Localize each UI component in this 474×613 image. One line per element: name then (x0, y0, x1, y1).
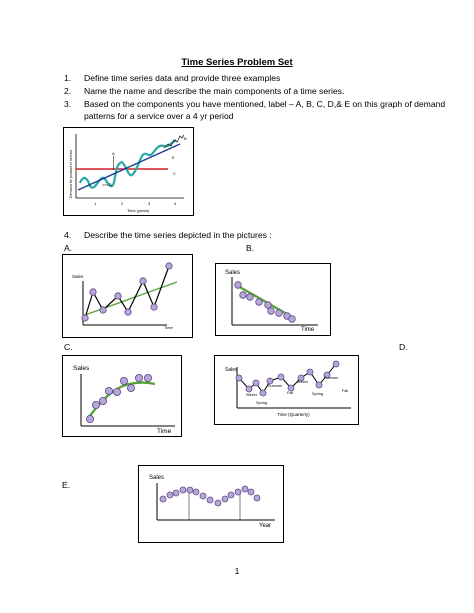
data-point (248, 489, 254, 495)
data-point (307, 369, 313, 375)
season-label: Spring (312, 392, 323, 396)
data-point (180, 487, 186, 493)
data-point (127, 384, 134, 391)
panel-d-xlabel: Time (Quarterly) (277, 412, 310, 417)
question-text: Based on the components you have mentioned, label – A, B, C, D,& E on this graph of demand (84, 99, 446, 109)
data-point (276, 310, 283, 317)
page-number: 1 (234, 566, 240, 576)
data-point (207, 497, 213, 503)
data-point (193, 489, 199, 495)
data-point (86, 415, 93, 422)
question-number: 3. (64, 99, 72, 109)
season-label: Summer (324, 376, 339, 380)
season-label: Summer (268, 384, 283, 388)
demand-xlabel: Time (years) (127, 208, 150, 213)
panel-e-letter: E. (62, 480, 71, 490)
panel-e-chart (138, 465, 284, 543)
data-point (90, 289, 96, 295)
panel-d-letter: D. (399, 342, 408, 352)
label-b: B (184, 136, 187, 141)
question-number: 1. (64, 73, 72, 83)
season-label: Spring (256, 401, 267, 405)
data-point (333, 361, 339, 367)
data-point (92, 401, 99, 408)
data-point (236, 375, 242, 381)
question-number: 2. (64, 86, 72, 96)
data-point (215, 500, 221, 506)
demand-xtick: 2 (121, 201, 124, 206)
sales-line (239, 364, 336, 393)
data-point (187, 487, 193, 493)
panel-c-letter: C. (64, 342, 73, 352)
season-label: Fall (342, 389, 349, 393)
panel-a-xlabel: Time (164, 325, 173, 330)
data-point (256, 299, 263, 306)
label-e: E (172, 155, 175, 160)
data-point (222, 496, 228, 502)
data-point (253, 380, 259, 386)
data-point (99, 397, 106, 404)
data-point (246, 386, 252, 392)
season-label: Winter (246, 393, 257, 397)
panel-a-ylabel: Sales (72, 274, 84, 279)
data-point (173, 490, 179, 496)
page-title: Time Series Problem Set (181, 57, 293, 68)
data-point (135, 374, 142, 381)
data-point (268, 308, 275, 315)
seasonal-demand-line (80, 140, 176, 188)
label-d: D (109, 182, 112, 187)
panel-b-chart (215, 263, 331, 336)
question-number: 4. (64, 230, 72, 240)
data-point (254, 495, 260, 501)
season-label: Fall (287, 391, 294, 395)
data-point (151, 304, 157, 310)
data-point (289, 316, 296, 323)
panel-d-chart (214, 355, 359, 425)
data-point (265, 302, 272, 309)
question-text: Name the name and describe the main components of a time series. (84, 86, 345, 96)
panel-c-xlabel: Time (157, 428, 172, 435)
demand-xtick: 1 (94, 201, 97, 206)
panel-b-letter: B. (246, 243, 255, 253)
data-point (235, 282, 242, 289)
data-point (82, 315, 88, 321)
data-point (120, 377, 127, 384)
data-point (260, 390, 266, 396)
demand-pattern-figure (63, 127, 194, 216)
data-point (316, 382, 322, 388)
data-point (247, 294, 254, 301)
panel-b-xlabel: Time (301, 327, 315, 333)
label-a: A (112, 151, 115, 156)
demand-xtick: 4 (174, 201, 177, 206)
data-point (144, 374, 151, 381)
data-point (242, 486, 248, 492)
demand-xtick: 3 (148, 201, 151, 206)
label-c: C (173, 171, 176, 176)
trend-line (238, 286, 292, 317)
data-point (278, 374, 284, 380)
season-label: Winter (297, 380, 308, 384)
panel-c-chart (62, 355, 182, 437)
panel-d-ylabel: Sales (225, 367, 238, 373)
data-point (235, 489, 241, 495)
data-point (160, 496, 166, 502)
trend-line (78, 144, 180, 190)
question-text: Describe the time series depicted in the pictures : (84, 230, 272, 240)
panel-c-ylabel: Sales (73, 365, 90, 372)
panel-b-ylabel: Sales (225, 270, 241, 276)
data-point (140, 278, 146, 284)
question-text: Define time series data and provide three examples (84, 73, 281, 83)
panel-e-xlabel: Year (259, 523, 272, 529)
data-point (115, 293, 121, 299)
trend-curve (89, 383, 155, 418)
data-point (105, 387, 112, 394)
demand-ylabel: Demand for product or service (69, 149, 73, 198)
data-point (125, 309, 131, 315)
data-point (228, 492, 234, 498)
data-point (167, 492, 173, 498)
data-point (166, 263, 172, 269)
data-point (240, 292, 247, 299)
panel-e-ylabel: Sales (149, 475, 165, 481)
data-point (100, 307, 106, 313)
question-3-continued: patterns for a service over a 4 yr period (84, 111, 234, 121)
panel-a-chart (62, 254, 193, 338)
data-point (200, 493, 206, 499)
panel-a-letter: A. (64, 243, 73, 253)
data-point (113, 388, 120, 395)
